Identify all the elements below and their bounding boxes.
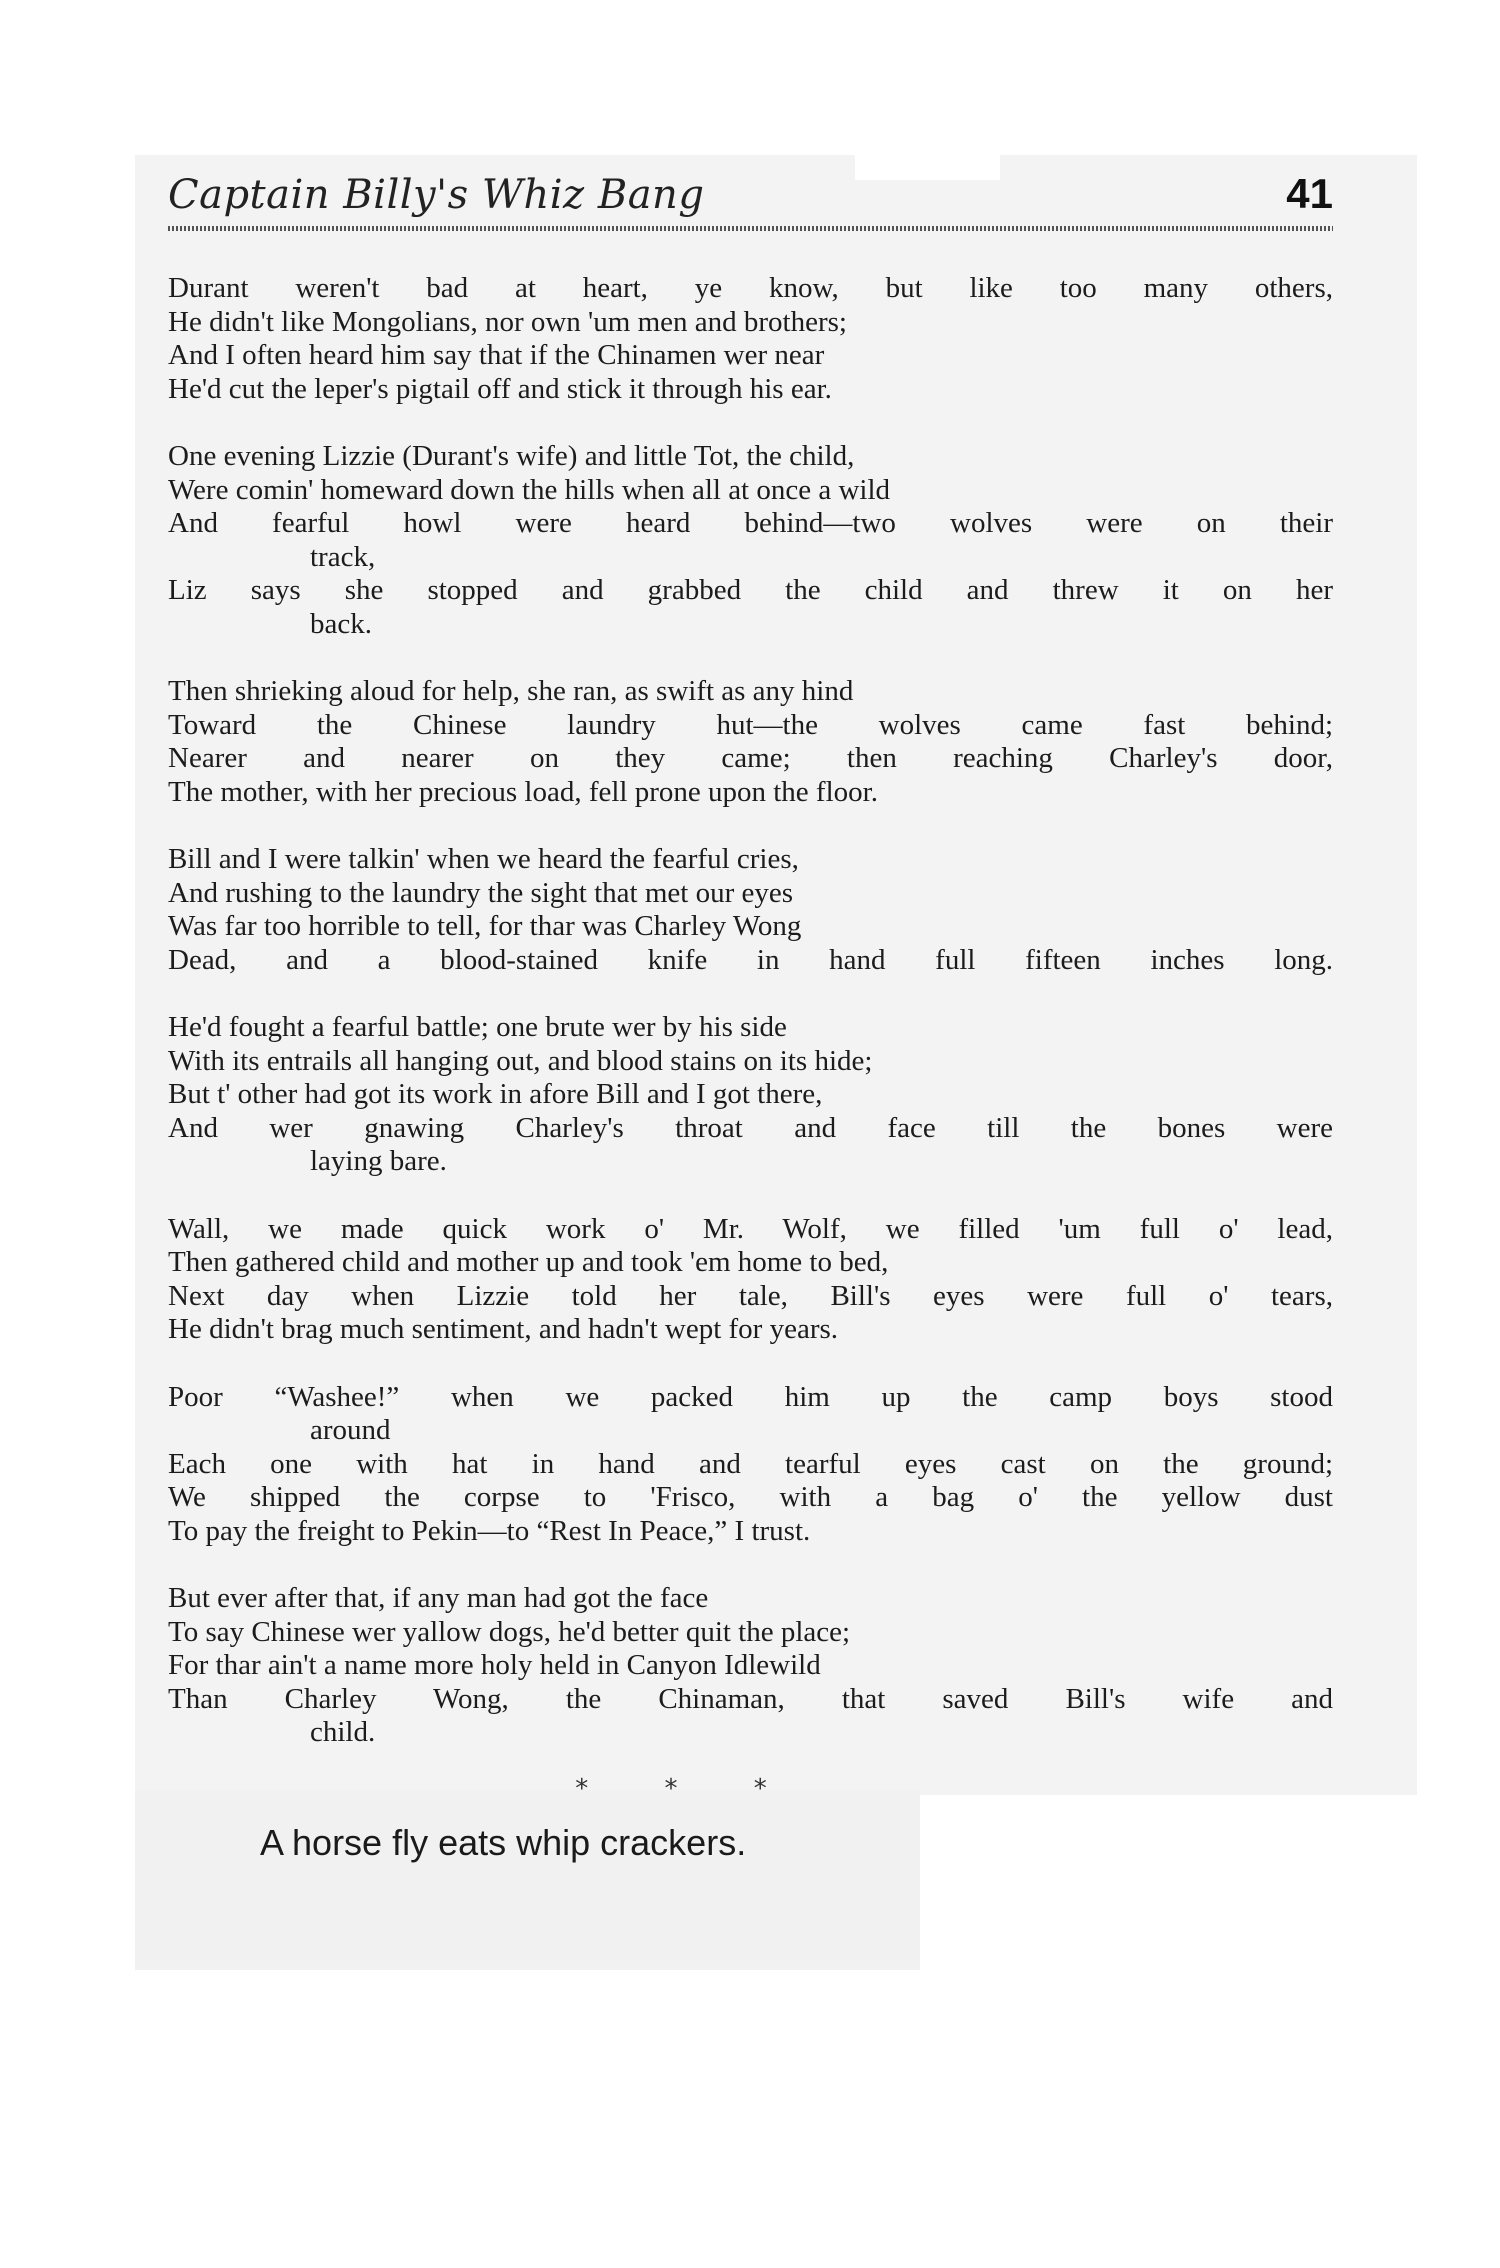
poem-line: For thar ain't a name more holy held in Canyon Idlewild	[168, 1649, 821, 1681]
poem-line: Bill and I were talkin' when we heard the fearful cries,	[168, 843, 799, 875]
stanza	[168, 843, 1333, 977]
poem-line-continuation: laying bare.	[310, 1145, 447, 1177]
header-rule	[168, 226, 1333, 231]
poem-line: He'd cut the leper's pigtail off and stick it through his ear.	[168, 372, 832, 405]
poem-line: And I often heard him say that if the Chinamen wer near	[168, 339, 825, 371]
running-header	[168, 168, 1333, 232]
stanza	[168, 1582, 1333, 1750]
poem-line: Dead, and a blood-stained knife in hand full fifteen inches long.	[168, 943, 1333, 976]
stanza	[168, 272, 1333, 406]
poem-line: Poor “Washee!” when we packed him up the camp boys stood	[168, 1380, 1333, 1413]
poem-line: To pay the freight to Pekin—to “Rest In Peace,” I trust.	[168, 1514, 811, 1547]
journal-title: Captain Billy's Whiz Bang	[168, 172, 705, 218]
poem-line: The mother, with her precious load, fell prone upon the floor.	[168, 775, 878, 808]
poem-line: He didn't like Mongolians, nor own 'um men and brothers;	[168, 305, 847, 338]
stanza	[168, 1381, 1333, 1549]
poem-line: To say Chinese wer yallow dogs, he'd better quit the place;	[168, 1615, 851, 1648]
section-separator: * * *	[575, 1773, 801, 1804]
poem-line: He'd fought a fearful battle; one brute wer by his side	[168, 1011, 787, 1043]
stanza	[168, 440, 1333, 641]
poem-line: Was far too horrible to tell, for thar was Charley Wong	[168, 910, 802, 942]
poem-line: Than Charley Wong, the Chinaman, that saved Bill's wife and	[168, 1682, 1333, 1715]
poem-line: With its entrails all hanging out, and blood stains on its hide;	[168, 1044, 873, 1077]
page	[168, 168, 1333, 1864]
poem-line: Next day when Lizzie told her tale, Bill's eyes were full o' tears,	[168, 1279, 1333, 1312]
poem-line: One evening Lizzie (Durant's wife) and little Tot, the child,	[168, 440, 855, 472]
poem-line: And rushing to the laundry the sight that met our eyes	[168, 876, 794, 909]
poem-line-continuation: track,	[310, 540, 376, 573]
poem-line: He didn't brag much sentiment, and hadn't wept for years.	[168, 1313, 839, 1345]
poem-line: Toward the Chinese laundry hut—the wolves came fast behind;	[168, 708, 1333, 741]
poem-line: Then shrieking aloud for help, she ran, as swift as any hind	[168, 675, 854, 707]
poem-line: Durant weren't bad at heart, ye know, but like too many others,	[168, 272, 1333, 304]
stanza	[168, 1011, 1333, 1179]
stanza	[168, 1213, 1333, 1347]
poem-line: Each one with hat in hand and tearful eyes cast on the ground;	[168, 1447, 1333, 1480]
poem-line-continuation: around	[310, 1414, 391, 1446]
poem-line: But t' other had got its work in afore Bill and I got there,	[168, 1078, 823, 1110]
poem-line-continuation: child.	[310, 1716, 376, 1748]
poem-line: Nearer and nearer on they came; then reaching Charley's door,	[168, 742, 1333, 774]
poem-line-continuation: back.	[310, 607, 372, 640]
poem-line: Liz says she stopped and grabbed the child and threw it on her	[168, 574, 1333, 606]
page-number: 41	[1286, 170, 1333, 217]
poem-line: We shipped the corpse to 'Frisco, with a bag o' the yellow dust	[168, 1481, 1333, 1513]
poem-line: And fearful howl were heard behind—two wolves were on their	[168, 507, 1333, 539]
stanza	[168, 675, 1333, 809]
poem-line: But ever after that, if any man had got the face	[168, 1582, 709, 1614]
poem-line: And wer gnawing Charley's throat and face till the bones were	[168, 1111, 1333, 1144]
poem-line: Wall, we made quick work o' Mr. Wolf, we filled 'um full o' lead,	[168, 1212, 1333, 1245]
poem-line: Then gathered child and mother up and took 'em home to bed,	[168, 1246, 889, 1278]
joke-line: A horse fly eats whip crackers.	[260, 1821, 747, 1863]
poem-line: Were comin' homeward down the hills when all at once a wild	[168, 473, 891, 506]
poem	[168, 272, 1333, 1750]
